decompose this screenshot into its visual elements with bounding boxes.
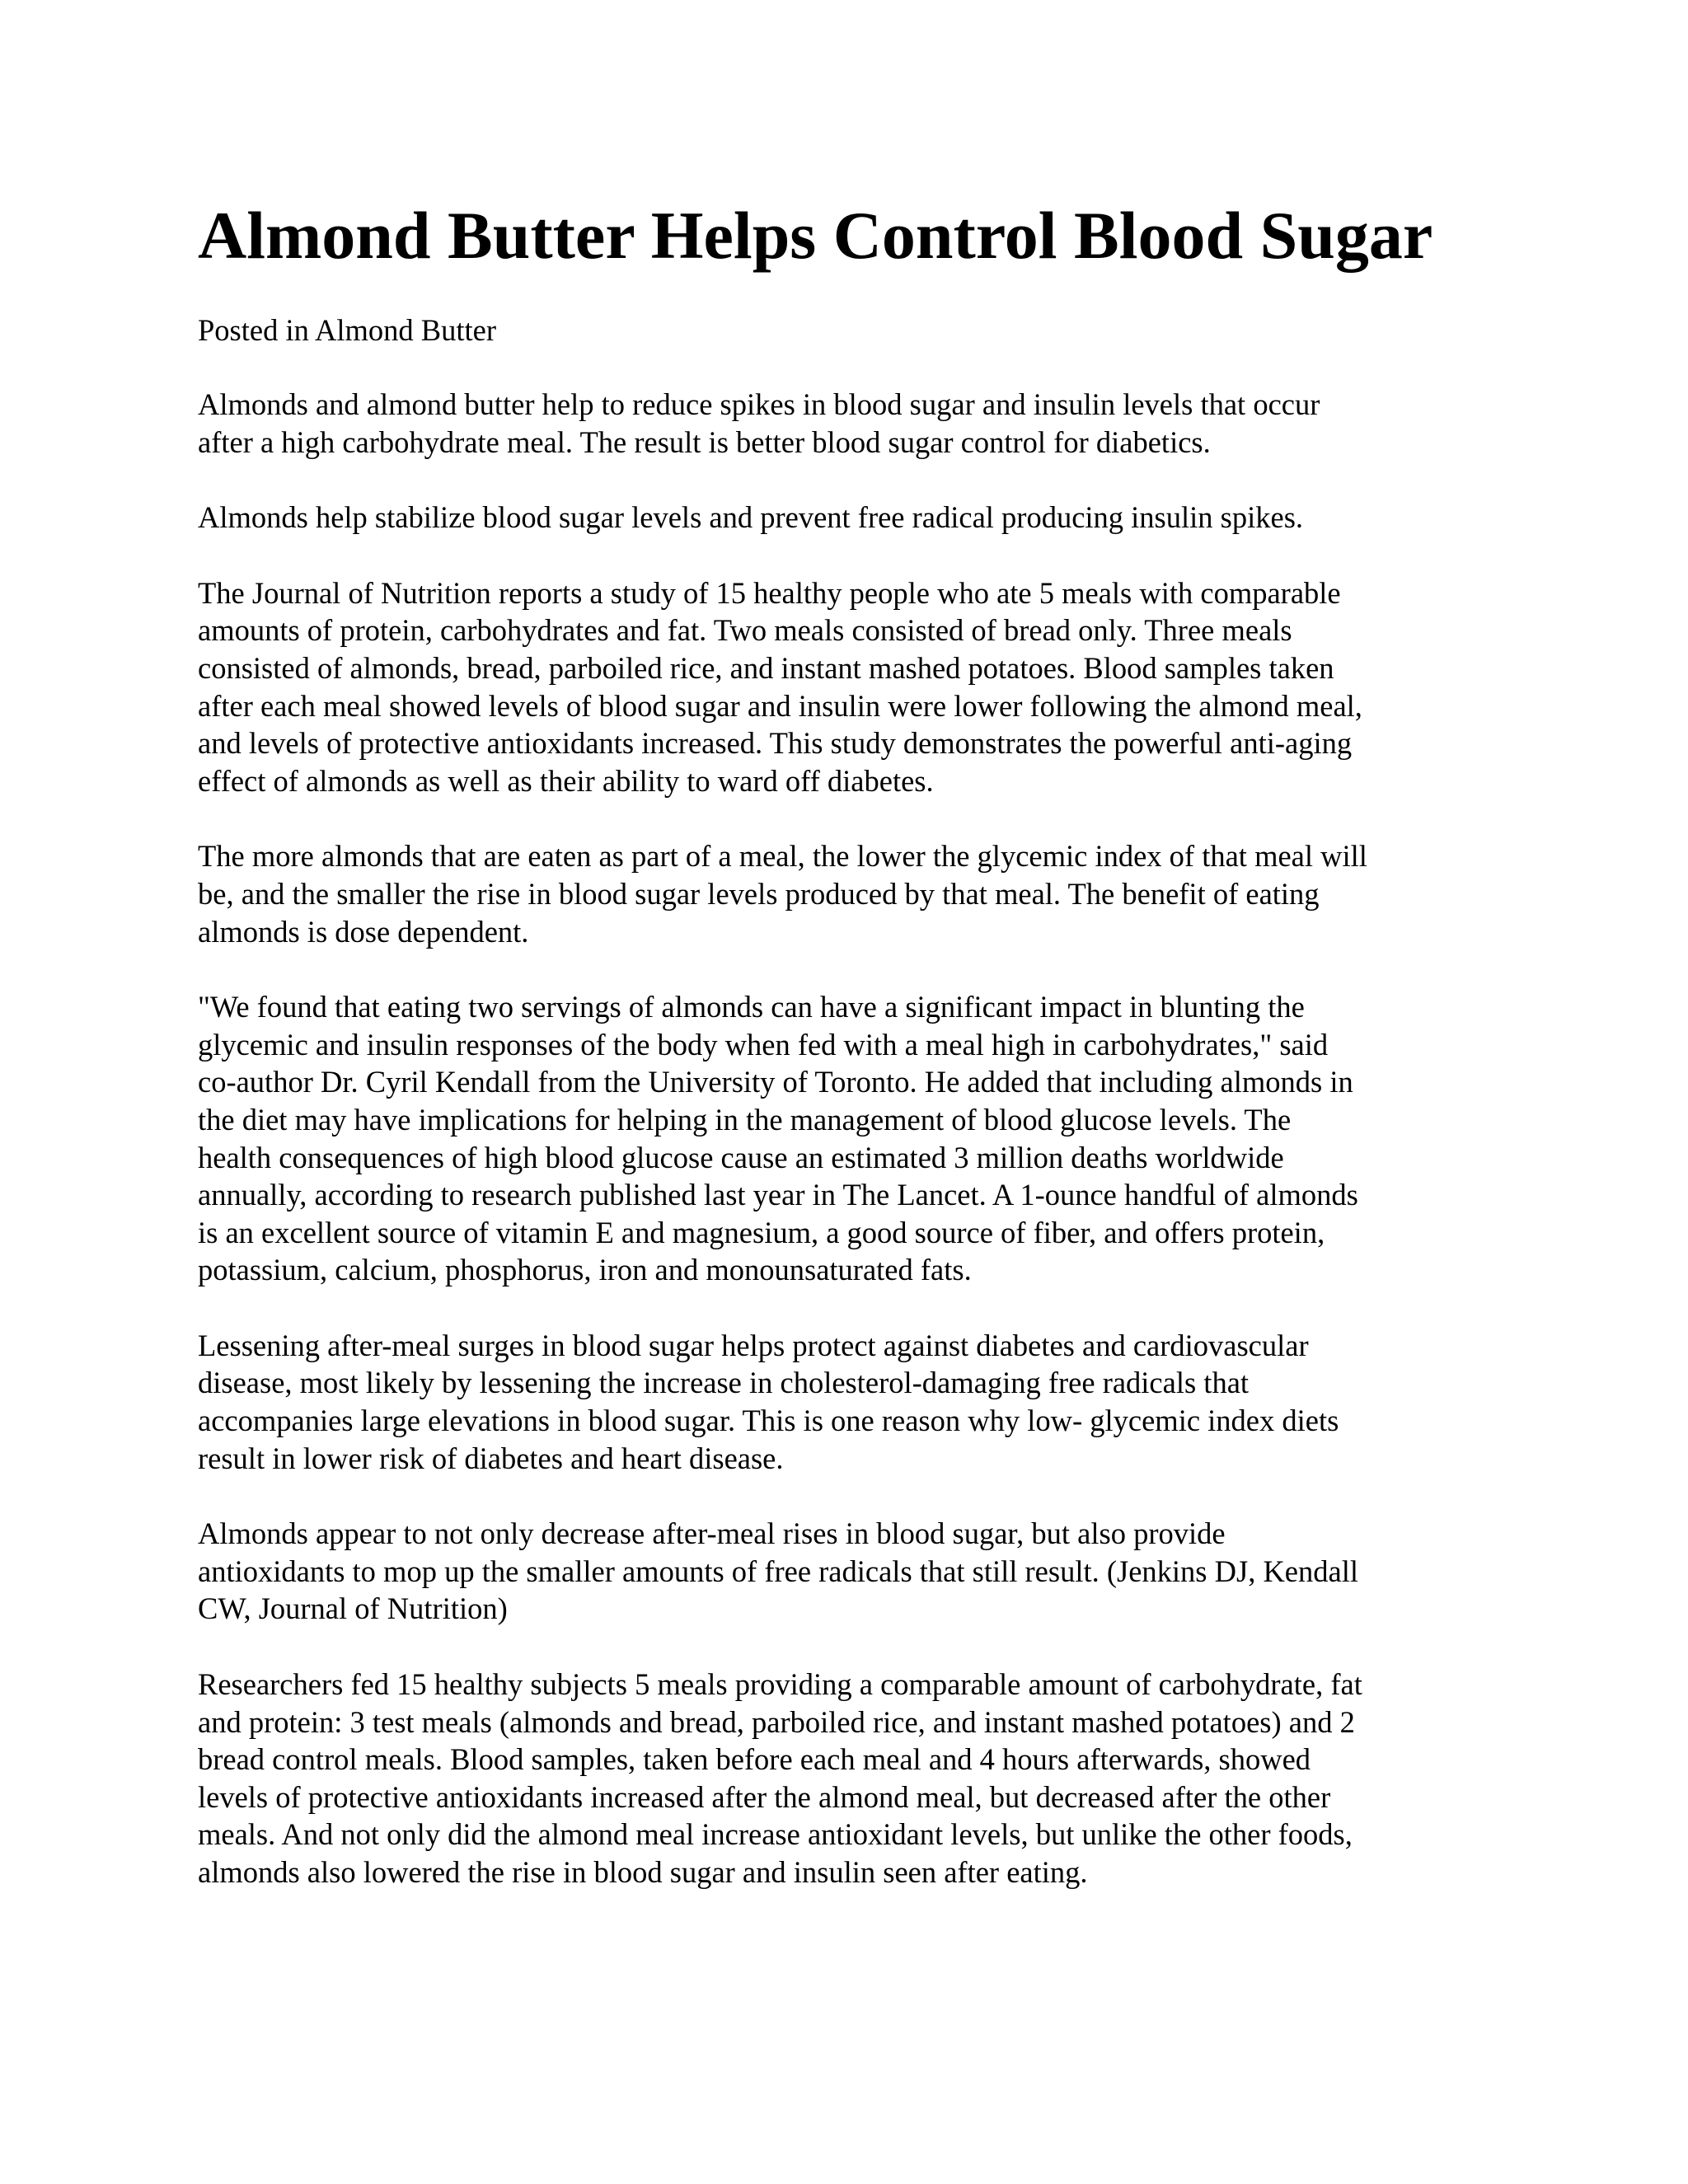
paragraph-3	[198, 574, 1500, 800]
paragraph-4	[198, 837, 1500, 950]
paragraph-5	[198, 988, 1500, 1289]
text-line: accompanies large elevations in blood sugar. This is one reason why low- glycemic index diets	[198, 1404, 1339, 1438]
text-line: Almonds help stabilize blood sugar levels and prevent free radical producing insulin spikes.	[198, 500, 1304, 535]
text-line: meals. And not only did the almond meal increase antioxidant levels, but unlike the other foods,	[198, 1817, 1353, 1852]
text-line: Almonds appear to not only decrease after-meal rises in blood sugar, but also provide	[198, 1516, 1226, 1551]
paragraph-2	[198, 499, 1500, 537]
text-line: amounts of protein, carbohydrates and fat. Two meals consisted of bread only. Three meals	[198, 613, 1292, 648]
paragraph-6	[198, 1327, 1500, 1477]
text-line: CW, Journal of Nutrition)	[198, 1591, 508, 1626]
text-line: effect of almonds as well as their ability to ward off diabetes.	[198, 763, 934, 798]
text-line: the diet may have implications for helping in the management of blood glucose levels. The	[198, 1102, 1292, 1137]
text-line: co-author Dr. Cyril Kendall from the University of Toronto. He added that including almonds in	[198, 1065, 1353, 1099]
text-line: glycemic and insulin responses of the body when fed with a meal high in carbohydrates," said	[198, 1027, 1329, 1062]
text-line: after each meal showed levels of blood sugar and insulin were lower following the almond meal,	[198, 688, 1362, 723]
text-line: antioxidants to mop up the smaller amounts of free radicals that still result. (Jenkins DJ, Kendall	[198, 1554, 1358, 1588]
text-line: disease, most likely by lessening the increase in cholesterol-damaging free radicals that	[198, 1366, 1250, 1400]
text-line: The Journal of Nutrition reports a study of 15 healthy people who ate 5 meals with comparable	[198, 575, 1341, 610]
text-line: almonds also lowered the rise in blood sugar and insulin seen after eating.	[198, 1855, 1088, 1889]
text-line: is an excellent source of vitamin E and magnesium, a good source of fiber, and offers protein,	[198, 1215, 1325, 1249]
text-line: and protein: 3 test meals (almonds and bread, parboiled rice, and instant mashed potatoes) and 2	[198, 1704, 1355, 1739]
paragraph-8	[198, 1666, 1500, 1891]
text-line: The more almonds that are eaten as part of a meal, the lower the glycemic index of that meal will	[198, 839, 1367, 874]
text-line: Researchers fed 15 healthy subjects 5 meals providing a comparable amount of carbohydrate, fat	[198, 1667, 1362, 1702]
text-line: Almonds and almond butter help to reduce spikes in blood sugar and insulin levels that occur	[198, 387, 1320, 421]
text-line: consisted of almonds, bread, parboiled rice, and instant mashed potatoes. Blood samples taken	[198, 650, 1334, 685]
paragraph-7	[198, 1515, 1500, 1628]
text-line: bread control meals. Blood samples, taken before each meal and 4 hours afterwards, showed	[198, 1742, 1311, 1777]
text-line: Lessening after-meal surges in blood sugar helps protect against diabetes and cardiovascular	[198, 1328, 1309, 1362]
page-title: Almond Butter Helps Control Blood Sugar	[198, 198, 1433, 273]
text-line: "We found that eating two servings of almonds can have a significant impact in blunting the	[198, 990, 1305, 1024]
text-line: annually, according to research published last year in The Lancet. A 1-ounce handful of almonds	[198, 1178, 1358, 1212]
article-body	[198, 386, 1500, 1929]
text-line: after a high carbohydrate meal. The result is better blood sugar control for diabetics.	[198, 424, 1211, 459]
text-line: result in lower risk of diabetes and heart disease.	[198, 1441, 784, 1475]
text-line: and levels of protective antioxidants increased. This study demonstrates the powerful anti-aging	[198, 726, 1353, 761]
text-line: be, and the smaller the rise in blood sugar levels produced by that meal. The benefit of eating	[198, 876, 1320, 911]
text-line: almonds is dose dependent.	[198, 914, 529, 949]
text-line: levels of protective antioxidants increased after the almond meal, but decreased after the other	[198, 1779, 1331, 1814]
paragraph-1	[198, 386, 1500, 461]
posted-in-category: Posted in Almond Butter	[198, 313, 496, 347]
text-line: potassium, calcium, phosphorus, iron and monounsaturated fats.	[198, 1253, 972, 1287]
text-line: health consequences of high blood glucose cause an estimated 3 million deaths worldwide	[198, 1140, 1284, 1174]
